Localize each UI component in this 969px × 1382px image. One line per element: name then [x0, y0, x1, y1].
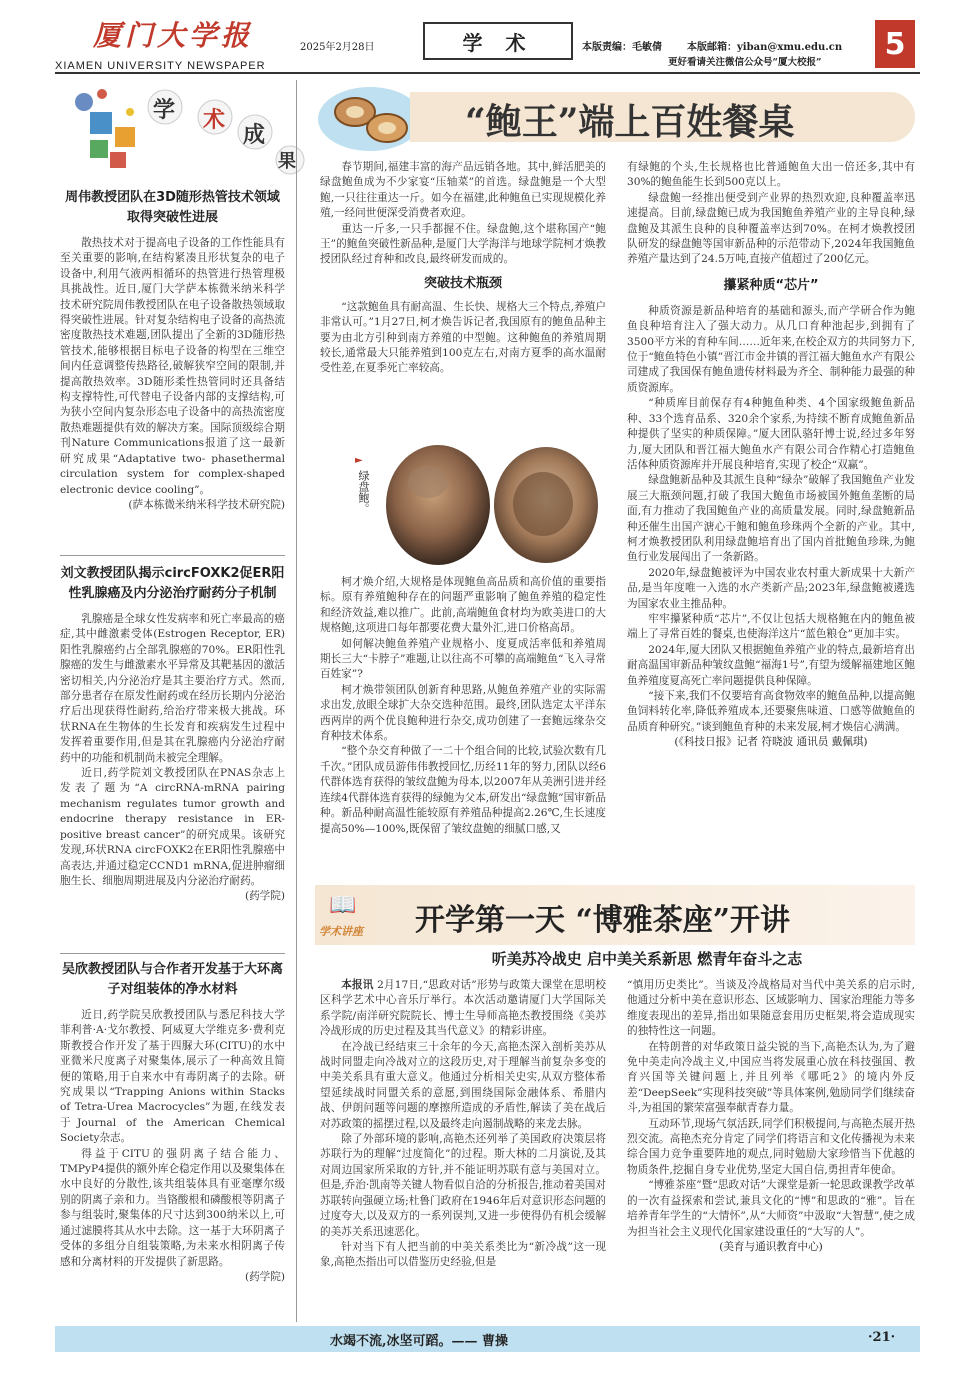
paragraph: 2020年,绿盘鲍被评为中国农业农村重大新成果十大新产品,是当年度唯一入选的水产类新产品;2023年,绿盘鲍被遴选为国家农业主推品种。 — [627, 566, 915, 610]
masthead-logo — [55, 14, 295, 72]
divider — [60, 953, 285, 954]
story1-col1-top — [320, 160, 606, 480]
article-source: (药学院) — [244, 890, 285, 903]
article-body: 得益于CITU的强阴离子结合能力、TMPyP4提供的额外库仑稳定作用以及聚集体在水中良好的分散性,该共组装体具有亚毫摩尔级别的阴离子亲和力。当铬酸根和磷酸根等阴离子参与组装时,聚集体的尺寸达到300纳米以上,可通过滤膜将其从水中去除。这一基于大环阴离子受体的多组分自组装策略,为未来水相阴离子传感和分离材料的开发提供了新思路。 — [60, 1147, 285, 1268]
article-body: 近日,药学院吴欣教授团队与悉尼科技大学菲利普·A·戈尔教授、阿威夏大学维克多·费利克斯教授合作开发了基于四脲大环(CITU)的水中亚微米尺度离子对聚集体,展示了一种高效且简便的策略,用于自来水中有毒阴离子的去除。研究成果以“Trapping Anions within Stacks of Tetra-Urea Macrocycles”为题,在线发表于Journal of the American Chemical Society杂志。 — [60, 1009, 285, 1145]
paragraph: 在冷战已经结束三十余年的今天,高艳杰深入剖析美苏从战时同盟走向冷战对立的这段历史,对于理解当前复杂多变的中美关系具有重大意义。他通过分析相关史实,从双方整体希望延续战时同盟关系的意愿,到围绕国际金融体系、希腊内战、伊朗问题等问题的摩擦所造成的矛盾性,解读了美在战后对苏政策的摇摆过程,以及最终走向遏制战略的来龙去脉。 — [320, 1040, 606, 1130]
book-icon: 📖 — [329, 893, 357, 918]
banner-title — [148, 91, 308, 176]
masthead-rule — [55, 72, 920, 74]
article-source: (萨本栋微米纳米科学技术研究院) — [128, 498, 285, 511]
newspaper-name: 厦门大学报 — [93, 19, 254, 52]
research-results-banner — [60, 82, 310, 177]
abalone-shells-image — [378, 442, 604, 568]
newspaper-en: XIAMEN UNIVERSITY NEWSPAPER — [55, 60, 266, 72]
photo-caption — [355, 455, 375, 555]
headline: 开学第一天 “博雅茶座”开讲 — [415, 903, 790, 938]
banner-char-3: 成 — [243, 122, 266, 148]
paragraph: 柯才焕介绍,大规格是体现鲍鱼高品质和高价值的重要指标。原有养殖鲍种存在的问题严重影响了鲍鱼养殖的稳定性和经济效益,难以推广。此前,高端鲍鱼食材均为欧美进口的大规格鲍,这项进口每年都要花费大量外汇,进口价格高昂。 — [320, 576, 606, 635]
article-source: (药学院) — [244, 1270, 285, 1283]
paragraph: 春节期间,福建丰富的海产品远销各地。其中,鲜活肥美的绿盘鲍鱼成为不少家宴“压轴菜”的首选。绿盘鲍是一个大型鲍,一只往往重达一斤。如今在福建,此种鲍鱼已实现规模化养殖,一经问世便深受消费者欢迎。 — [320, 161, 606, 220]
abalone-illustration — [315, 82, 425, 156]
banner-char-1: 学 — [153, 97, 176, 123]
headline: “鲍王”端上百姓餐桌 — [465, 101, 795, 143]
column-label: 学术讲座 — [319, 925, 363, 938]
sidebar-article-2 — [60, 564, 285, 950]
story2-col1 — [320, 978, 606, 1318]
issue-date: 2025年2月28日 — [300, 42, 375, 53]
article-title: 周伟教授团队在3D随形热管技术领域取得突破性进展 — [65, 190, 280, 225]
paragraph: 绿盘鲍一经推出便受到产业界的热烈欢迎,良种覆盖率迅速提高。目前,绿盘鲍已成为我国鲍鱼养殖产业的主导良种,绿盘鲍及其派生良种的良种覆盖率达到70%。在柯才焕教授团队研发的绿盘鲍等国审新品种的示范带动下,2024年我国鲍鱼养殖产量达到了24.5万吨,直接产值超过了200亿元。 — [627, 191, 915, 266]
story1-col2 — [627, 160, 915, 897]
caption-arrow-icon: ► — [355, 455, 363, 466]
footer-quote: 水竭不流,冰坚可蹈。—— 曹操 — [330, 1334, 509, 1349]
article-source: (美育与通识教育中心) — [719, 1240, 823, 1253]
email-credit: 本版邮箱：yiban@xmu.edu.cn — [687, 42, 843, 53]
paragraph: 互动环节,现场气氛活跃,同学们积极提问,与高艳杰展开热烈交流。高艳杰充分肯定了同学们将语言和文化传播视为未来综合国力竞争重要阵地的观点,同时勉励大家珍惜当下优越的物质条件,挖掘自身专业优势,坚定大国自信,勇担青年使命。 — [627, 1117, 915, 1176]
paragraph: “接下来,我们不仅要培育高食物效率的鲍鱼品种,以提高鲍鱼饲料转化率,降低养殖成本,还要聚焦味道、口感等做鲍鱼的品质育种研究。”谈到鲍鱼育种的未来发展,柯才焕信心满满。 — [627, 690, 915, 733]
paragraph: 2月17日,“思政对话”形势与政策大课堂在思明校区科学艺术中心音乐厅举行。本次活动邀请厦门大学国际关系学院/南洋研究院院长、博士生导师高艳杰教授围绕《美苏冷战形成的历史过程及其当代意义》的精彩讲座。 — [320, 979, 606, 1038]
article-title: 刘文教授团队揭示circFOXK2促ER阳性乳腺癌及内分泌治疗耐药分子机制 — [60, 566, 285, 601]
paragraph: 重达一斤多,一只手都握不住。绿盘鲍,这个堪称国产“鲍王”的鲍鱼突破性新品种,是厦门大学海洋与地球学院柯才焕教授团队经过育种和改良,最终研发而成的。 — [320, 222, 606, 266]
article-title: 吴欣教授团队与合作者开发基于大环离子对组装体的净水材料 — [61, 962, 283, 997]
paragraph: 有绿鲍的个头,生长规格也比普通鲍鱼大出一倍还多,其中有30%的鲍鱼能生长到500克以上。 — [627, 161, 915, 189]
paragraph: “整个杂交育种做了一二十个组合间的比较,试验次数有几千次。”团队成员游伟伟教授回忆,历经11年的努力,团队以经6代群体选育获得的皱纹盘鲍为母本,以2007年从美洲引进并经连续4代群体选育获得的绿鲍为父本,研发出“绿盘鲍”国审新品种。新品种耐高温性能较原有养殖品种提高2.26℃,生长速度提高50%—100%,既保留了皱纹盘鲍的细腻口感,又 — [320, 745, 606, 835]
paragraph: 绿盘鲍新品种及其派生良种“绿杂”破解了我国鲍鱼产业发展三大瓶颈问题,打破了我国大鲍鱼市场被国外鲍鱼垄断的局面,有力推动了我国鲍鱼产业的高质量发展。同时,绿盘鲍新品种还催生出国产溏心干鲍和鲍鱼珍珠两个全新的产业。其中,柯才焕教授团队利用绿盘鲍培育出了国内首批鲍鱼珍珠,为鲍鱼行业发展闯出了一条新路。 — [627, 474, 915, 564]
article-body: 散热技术对于提高电子设备的工作性能具有至关重要的影响,在结构紧凑且形状复杂的电子设备中,利用气液两相循环的热管进行热管理极具挑战性。近日,厦门大学萨本栋微米纳米科学技术研究院周伟教授团队在电子设备散热领域取得突破性进展。针对复杂结构电子设备的高热流密度散热技术难题,团队提出了全新的3D随形热管技术,能够根据目标电子设备的构型在三维空间内任意调整传热路径,破解狭窄空间的限制,并提高散热效率。3D随形柔性热管同时还具备结构支撑特性,可代替电子设备内部的支撑结构,可为狭小空间内复杂形态电子设备中的高热流密度散热难题提供有效的解决方案。国际顶级综合期刊Nature Communications报道了这一最新研究成果“Adaptative two- phasethermal circulation system for complex-shaped electronic device cooling”。 — [60, 237, 285, 496]
sidebar-article-3 — [60, 960, 285, 1320]
abalone-photo — [378, 442, 604, 568]
column-divider — [296, 80, 297, 1322]
subhead: 攥紧种质“芯片” — [723, 277, 819, 293]
paragraph: “这款鲍鱼具有耐高温、生长快、规格大三个特点,养殖户非常认可。”1月27日,柯才焕告诉记者,我国原有的鲍鱼品种主要为由北方引种到南方养殖的中型鲍。这种鲍鱼的养殖周期较长,通常最大只能养殖到100克左右,对南方夏季的高水温耐受性差,在夏季死亡率较高。 — [320, 300, 606, 375]
subhead: 突破技术瓶颈 — [423, 275, 502, 291]
editor-credit: 本版责编：毛敏倩 — [582, 42, 662, 53]
paragraph: “慎用历史类比”。当谈及冷战格局对当代中美关系的启示时,他通过分析中美在意识形态、区域影响力、国家治理能力等多维度表现出的差异,指出如果随意套用历史框架,将会造成现实的独特性这一问题。 — [627, 979, 915, 1038]
paragraph: 除了外部环境的影响,高艳杰还列举了美国政府决策层将苏联行为的理解“过度简化”的过程。斯大林的二月演说,及其对周边国家所采取的方针,并不能证明苏联有意与美国对立。但是,乔治·凯南等关键人物看似自洽的分析报告,推动着美国对苏联转向强硬立场;杜鲁门政府在1946年后对意识形态问题的过度夸大,以及双方的一系列误判,又进一步使得仍有机会缓解的美苏关系迅速恶化。 — [320, 1133, 606, 1238]
paragraph: 在特朗普的对华政策日益尖锐的当下,高艳杰认为,为了避免中美走向冷战主义,中国应当将发展重心放在科技强国、教育兴国等关键问题上,并且列举《哪吒2》的境内外反差“DeepSeek”实现科技突破”等具体案例,勉励同学们继续奋斗,为祖国的繁荣富强奉献青春力量。 — [627, 1040, 915, 1115]
article-body: 乳腺癌是全球女性发病率和死亡率最高的癌症,其中雌激素受体(Estrogen Receptor, ER)阳性乳腺癌约占全部乳腺癌的70%。ER阳性乳腺癌的发生与雌激素水平异常及其靶基因的激活密切相关,内分泌治疗是其主要治疗方式。然而,部分患者存在原发性耐药或在经历长期内分泌治疗后出现获得性耐药,给治疗带来极大挑战。环状RNA在生物体的生长发育和疾病发生过程中发挥着重要作用,但是其在乳腺癌内分泌治疗耐药中的功能和机制尚未被完全理解。 — [60, 613, 285, 764]
page-number-badge: 5 — [875, 20, 915, 68]
lead-tag: 本报讯 — [341, 979, 374, 991]
subheadline: 听美苏冷战史 启中美关系新思 燃青年奋斗之志 — [491, 950, 803, 968]
story1-col1-bottom — [320, 575, 606, 897]
wechat-follow: 更好看请关注微信公众号“厦大校报” — [668, 57, 822, 68]
abalone-header — [315, 82, 915, 156]
paragraph: 牢牢攥紧种质“芯片”,不仅让包括大规格鲍在内的鲍鱼被端上了寻常百姓的餐桌,也使海洋这片“蓝色粮仓”更加丰实。 — [627, 612, 915, 641]
paragraph: “博雅茶座”暨“思政对话”大课堂是新一轮思政课教学改革的一次有益探索和尝试,兼具文化的“博”和思政的“雅”。旨在培养青年学生的“大情怀”,从“大师资”中汲取“大智慧”,使之成为担当社会主义现代化国家建设重任的“大写的人”。 — [627, 1179, 915, 1238]
article-body: 近日,药学院刘文教授团队在PNAS杂志上发表了题为“A circRNA-mRNA pairing mechanism regulates tumor growth and endocrine therapy resistance in ER-positive breast cancer”的研究成果。该研究发现,环状RNA circFOXK2在ER阳性乳腺癌中高表达,并通过稳定CCND1 mRNA,促进肿瘤细胞生长、细胞周期进展及内分泌治疗耐药。 — [60, 767, 285, 887]
paragraph: 如何解决鲍鱼养殖产业规格小、度夏成活率低和养殖周期长三大“卡脖子”难题,让以往高不可攀的高端鲍鱼“飞入寻常百姓家”? — [320, 637, 606, 681]
paragraph: 种质资源是新品种培育的基础和源头,而产学研合作为鲍鱼良种培育注入了强大动力。从几口育种池起步,到拥有了3500平方米的育种车间……近年来,在校企双方的共同努力下,位于“鲍鱼特色小镇”晋江市金井镇的晋江福大鲍鱼水产有限公司建成了我国保有鲍鱼遗传材料最为齐全、制种能力最强的种质资源库。 — [627, 304, 915, 394]
paragraph: 针对当下有人把当前的中美关系类比为“新冷战”这一现象,高艳杰指出可以借鉴历史经验,但是 — [320, 1240, 606, 1269]
paragraph: “种质库目前保存有4种鲍鱼种类、4个国家级鲍鱼新品种、33个选育品系、320余个家系,为持续不断育成鲍鱼新品种提供了坚实的种质保障。”厦大团队骆轩博士说,经过多年努力,厦大团队和晋江福大鲍鱼水产有限公司合作精心打造鲍鱼活体种质资源库并开展良种培育,实现了校企“双赢”。 — [627, 397, 915, 471]
section-box — [423, 22, 573, 60]
lecture-header — [315, 885, 915, 945]
sidebar-article-1 — [60, 188, 285, 550]
divider — [60, 555, 285, 556]
banner-char-4: 果 — [278, 151, 296, 172]
footer-page-number: ·21· — [868, 1330, 896, 1345]
paragraph: 2024年,厦大团队又根据鲍鱼养殖产业的特点,最新培育出耐高温国审新品种皱纹盘鲍“福海1号”,有望为缓解福建地区鲍鱼养殖度夏高死亡率问题提供良种保障。 — [627, 643, 915, 687]
caption-text: 绿盘鲍。 — [357, 470, 370, 514]
story2-col2 — [627, 978, 915, 1318]
banner-char-2: 术 — [203, 107, 226, 133]
paragraph: 柯才焕带领团队创新育种思路,从鲍鱼养殖产业的实际需求出发,放眼全球扩大杂交选种范围。最终,团队选定太平洋东西两岸的两个优良鲍种进行杂交,成功创建了一套鲍远缘杂交育种技术体系。 — [320, 683, 606, 743]
article-source: (《科技日报》记者 符晓波 通讯员 戴佩琪) — [674, 736, 868, 749]
section-title: 学 术 — [462, 30, 534, 55]
